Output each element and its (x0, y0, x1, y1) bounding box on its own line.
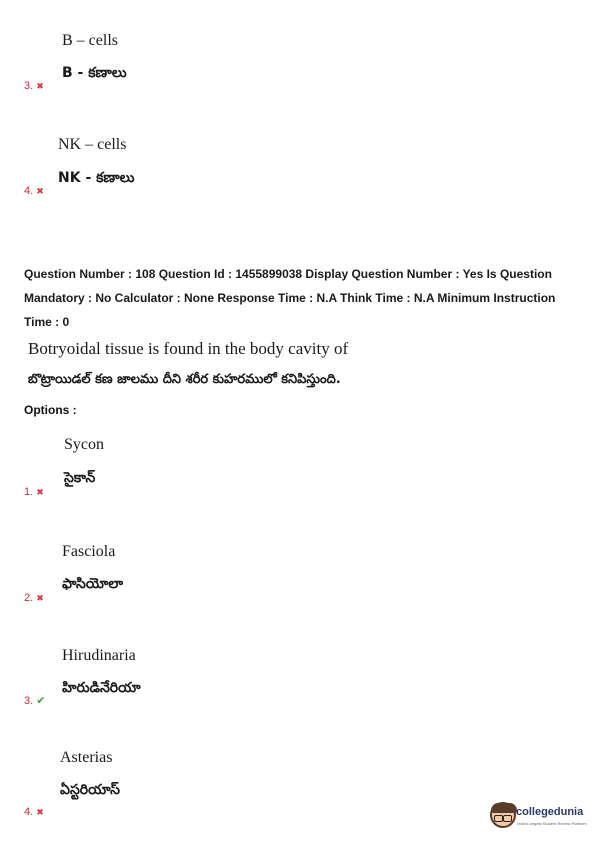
logo-tagline: India's largest Student Review Platform (517, 821, 587, 826)
option-number: 2. ✖ (24, 592, 44, 604)
question-text-te: బొట్రాయిడల్ కణ జాలము దీని శరీర కుహరములో కనిపిస్తుంది. (28, 372, 341, 387)
option-number: 4. ✖ (24, 185, 44, 197)
options-label: Options : (24, 403, 77, 417)
option-text-en: Asterias (60, 749, 113, 766)
option-text-en: B – cells (62, 32, 118, 49)
option-text-te: ఏస్టరియాస్ (60, 782, 120, 798)
collegedunia-logo (490, 800, 590, 832)
option-text-te: B - కణాలు (62, 65, 127, 81)
check-icon: ✔ (36, 695, 46, 707)
option-number: 4. ✖ (24, 806, 44, 818)
option-text-te: హిరుడినేరియా (62, 680, 141, 696)
option-number: 3. ✖ (24, 80, 44, 92)
logo-brand: collegedunia (516, 806, 584, 818)
option-text-te: సైకాన్ (64, 470, 96, 486)
cross-icon: ✖ (36, 593, 44, 603)
option-text-en: NK – cells (58, 136, 127, 153)
question-meta: Question Number : 108 Question Id : 1455899038 Display Question Number : Yes Is Question Mandatory : No Calculator : None Response Time : N.A Think Time : N.A Minimum Instruction Time : 0 (24, 267, 556, 329)
cross-icon: ✖ (36, 487, 44, 497)
option-text-en: Hirudinaria (62, 647, 136, 664)
option-number: 3. ✔ (24, 695, 46, 707)
option-number: 1. ✖ (24, 486, 44, 498)
cross-icon: ✖ (36, 807, 44, 817)
cross-icon: ✖ (36, 186, 44, 196)
option-text-en: Sycon (64, 436, 104, 453)
option-text-te: ఫాసియోలా (62, 576, 123, 592)
option-text-te: NK - కణాలు (58, 170, 135, 186)
question-text-en: Botryoidal tissue is found in the body cavity of (28, 339, 349, 358)
mascot-icon (490, 802, 516, 828)
option-text-en: Fasciola (62, 543, 116, 560)
cross-icon: ✖ (36, 81, 44, 91)
